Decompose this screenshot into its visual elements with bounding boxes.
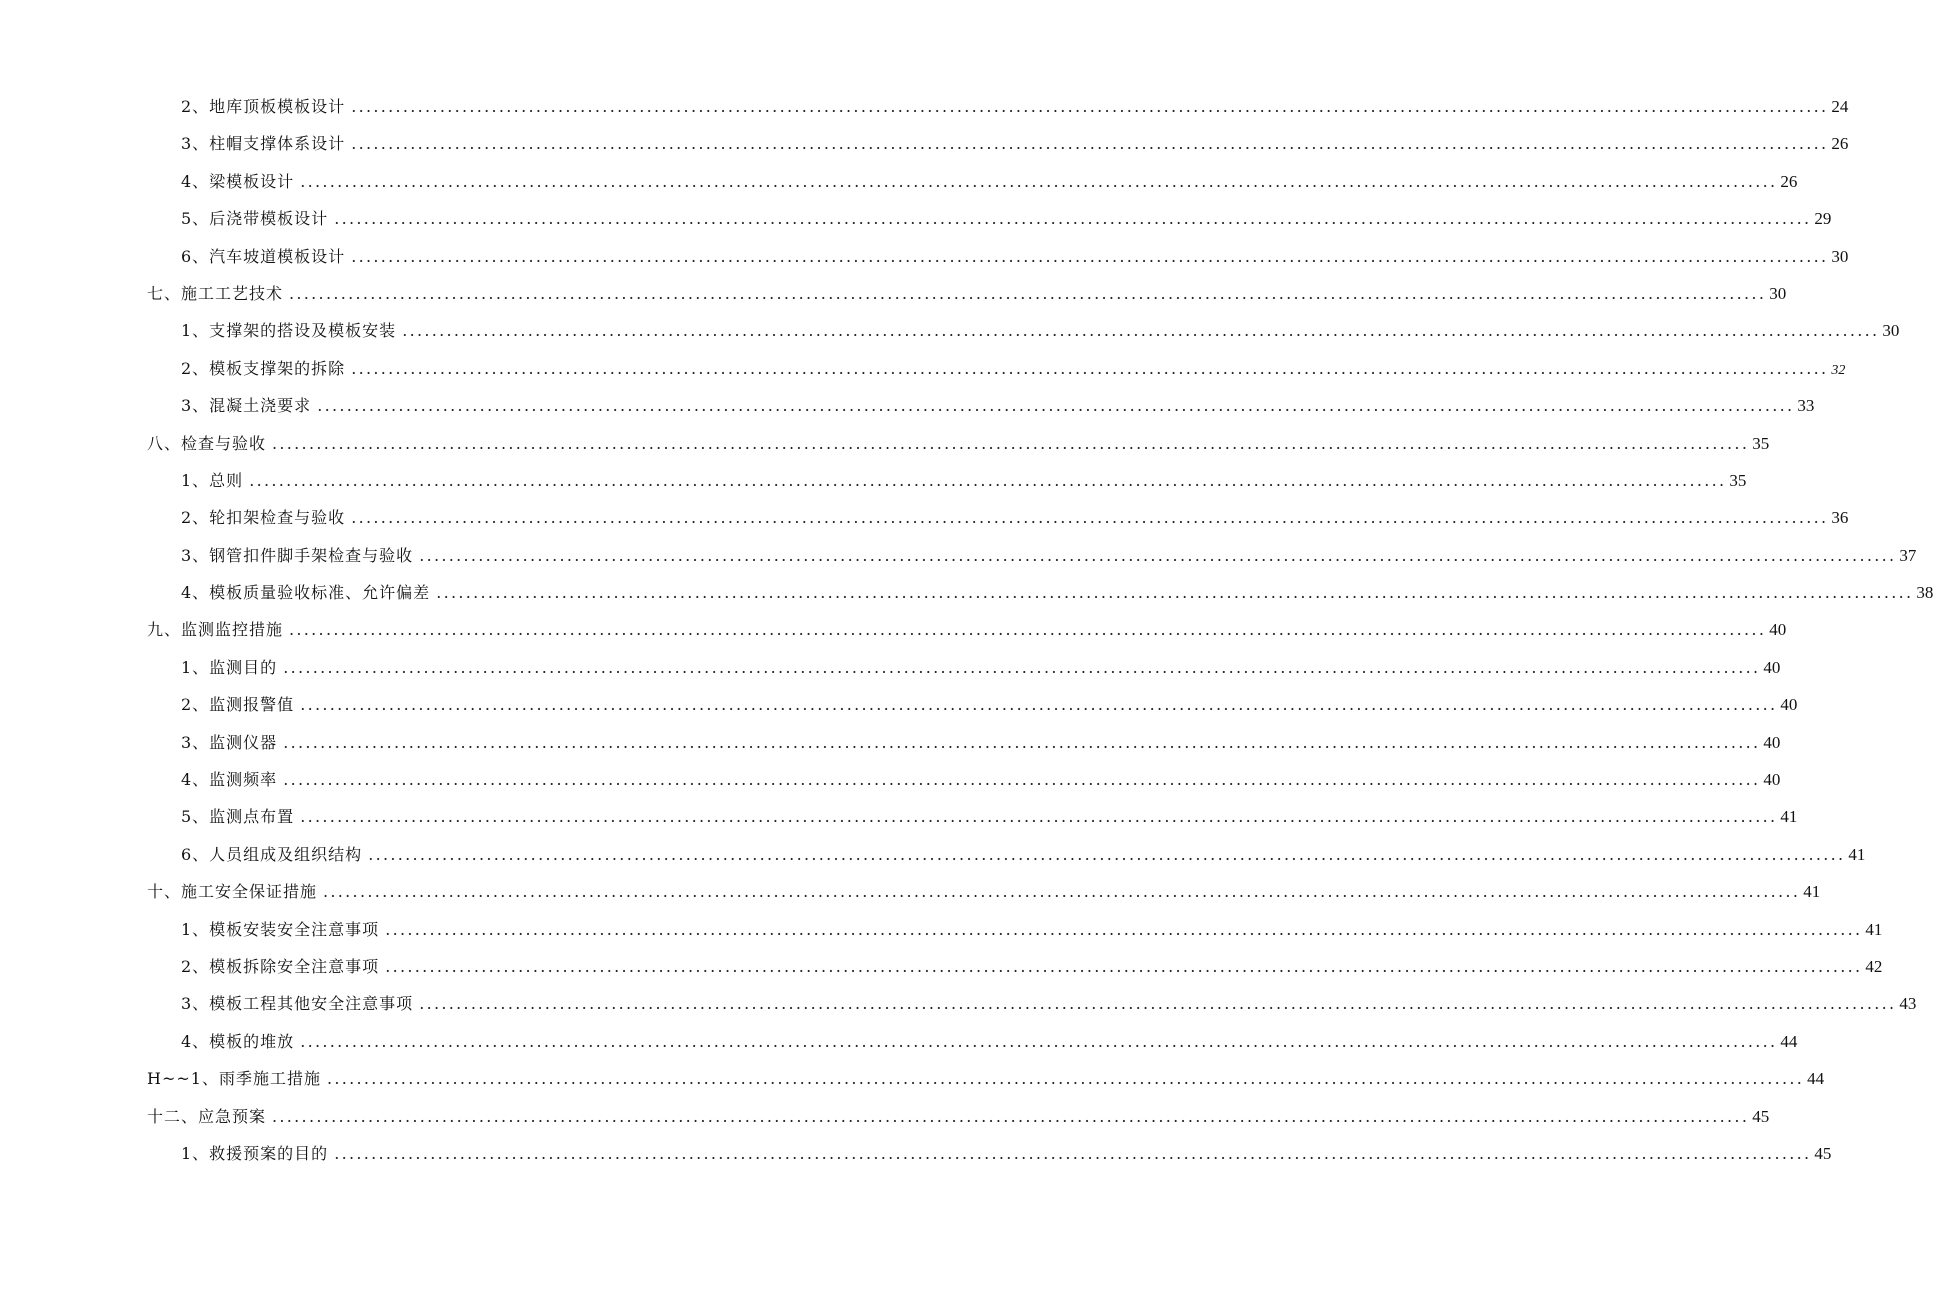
toc-entry-title: 4、监测频率 — [181, 770, 278, 790]
dot-leader: ........................................................................................................................................................................................................ — [419, 994, 1897, 1014]
toc-section-entry[interactable] — [0, 387, 1815, 424]
toc-entry-title: 2、模板拆除安全注意事项 — [181, 956, 380, 976]
dot-leader: ........................................................................................................................................................................................................ — [326, 1069, 1805, 1089]
dot-leader: ........................................................................................................................................................................................................ — [272, 1106, 1750, 1126]
toc-entry-page-number: 45 — [1752, 1106, 1770, 1126]
toc-entry-line — [181, 574, 1933, 611]
toc-entry-title: 2、监测报警值 — [181, 695, 295, 715]
toc-entry-title: 1、监测目的 — [181, 657, 278, 677]
toc-entry-page-number: 29 — [1814, 209, 1832, 229]
toc-entry-line — [181, 88, 1849, 125]
toc-entry-page-number: 40 — [1763, 770, 1781, 790]
toc-entry-line — [147, 1060, 1825, 1097]
toc-entry-line — [181, 1135, 1832, 1172]
dot-leader: ........................................................................................................................................................................................................ — [334, 1143, 1812, 1163]
toc-section-entry[interactable] — [0, 350, 1846, 387]
table-of-contents — [0, 88, 1933, 1172]
toc-section-entry[interactable] — [0, 200, 1832, 237]
toc-entry-title: 3、钢管扣件脚手架检查与验收 — [181, 545, 414, 565]
toc-entry-line — [181, 1023, 1798, 1060]
toc-section-entry[interactable] — [0, 836, 1866, 873]
toc-entry-title: 5、后浇带模板设计 — [181, 209, 329, 229]
toc-entry-page-number: 26 — [1780, 171, 1798, 191]
toc-section-entry[interactable] — [0, 985, 1917, 1022]
toc-entry-title: 3、监测仪器 — [181, 732, 278, 752]
toc-chapter-entry[interactable] — [0, 1060, 1825, 1097]
dot-leader: ........................................................................................................................................................................................................ — [419, 545, 1897, 565]
toc-entry-page-number: 30 — [1769, 283, 1787, 303]
toc-entry-title: 1、支撑架的搭设及模板安装 — [181, 321, 397, 341]
toc-entry-line — [147, 873, 1821, 910]
dot-leader: ........................................................................................................................................................................................................ — [368, 844, 1846, 864]
dot-leader: ........................................................................................................................................................................................................ — [300, 695, 1778, 715]
dot-leader: ........................................................................................................................................................................................................ — [272, 433, 1750, 453]
dot-leader: ........................................................................................................................................................................................................ — [402, 321, 1880, 341]
toc-entry-page-number: 32 — [1831, 362, 1846, 378]
toc-section-entry[interactable] — [0, 537, 1917, 574]
dot-leader: ........................................................................................................................................................................................................ — [249, 470, 1727, 490]
toc-entry-page-number: 36 — [1831, 508, 1849, 528]
toc-entry-line — [147, 425, 1770, 462]
toc-entry-line — [181, 537, 1917, 574]
toc-entry-line — [147, 275, 1787, 312]
toc-entry-title: 1、总则 — [181, 470, 244, 490]
toc-section-entry[interactable] — [0, 574, 1933, 611]
toc-entry-page-number: 40 — [1763, 732, 1781, 752]
toc-section-entry[interactable] — [0, 462, 1747, 499]
toc-section-entry[interactable] — [0, 948, 1883, 985]
dot-leader: ........................................................................................................................................................................................................ — [385, 919, 1863, 939]
dot-leader: ........................................................................................................................................................................................................ — [300, 1031, 1778, 1051]
toc-entry-line — [181, 462, 1747, 499]
toc-entry-line — [147, 611, 1787, 648]
toc-section-entry[interactable] — [0, 724, 1781, 761]
toc-section-entry[interactable] — [0, 649, 1781, 686]
toc-chapter-entry[interactable] — [0, 425, 1770, 462]
toc-section-entry[interactable] — [0, 238, 1849, 275]
toc-entry-page-number: 40 — [1780, 695, 1798, 715]
toc-entry-page-number: 30 — [1831, 246, 1849, 266]
toc-entry-page-number: 30 — [1882, 321, 1900, 341]
toc-entry-title: 4、模板的堆放 — [181, 1031, 295, 1051]
toc-chapter-entry[interactable] — [0, 275, 1787, 312]
dot-leader: ........................................................................................................................................................................................................ — [351, 358, 1829, 378]
toc-entry-page-number: 33 — [1797, 396, 1815, 416]
toc-entry-title: 3、混凝土浇要求 — [181, 396, 312, 416]
dot-leader: ........................................................................................................................................................................................................ — [300, 171, 1778, 191]
toc-entry-title: 七、施工工艺技术 — [147, 283, 284, 303]
toc-entry-page-number: 35 — [1752, 433, 1770, 453]
toc-entry-line — [181, 985, 1917, 1022]
toc-entry-title: 1、模板安装安全注意事项 — [181, 919, 380, 939]
toc-section-entry[interactable] — [0, 499, 1849, 536]
toc-entry-page-number: 26 — [1831, 134, 1849, 154]
toc-section-entry[interactable] — [0, 911, 1883, 948]
toc-entry-line — [147, 1098, 1770, 1135]
toc-section-entry[interactable] — [0, 686, 1798, 723]
toc-entry-page-number: 41 — [1848, 844, 1866, 864]
toc-entry-title: 4、梁模板设计 — [181, 171, 295, 191]
toc-entry-page-number: 41 — [1780, 807, 1798, 827]
toc-entry-title: 2、轮扣架检查与验收 — [181, 508, 346, 528]
toc-entry-title: 九、监测监控措施 — [147, 620, 284, 640]
dot-leader: ........................................................................................................................................................................................................ — [351, 134, 1829, 154]
toc-chapter-entry[interactable] — [0, 1098, 1770, 1135]
dot-leader: ........................................................................................................................................................................................................ — [436, 583, 1914, 603]
toc-entry-line — [181, 163, 1798, 200]
toc-entry-page-number: 41 — [1803, 882, 1821, 902]
toc-entry-title: 3、模板工程其他安全注意事项 — [181, 994, 414, 1014]
toc-entry-line — [181, 798, 1798, 835]
toc-entry-page-number: 43 — [1899, 994, 1917, 1014]
toc-entry-line — [181, 761, 1781, 798]
toc-entry-title: 2、模板支撑架的拆除 — [181, 358, 346, 378]
toc-entry-title: 2、地库顶板模板设计 — [181, 97, 346, 116]
toc-entry-page-number: 45 — [1814, 1143, 1832, 1163]
dot-leader: ........................................................................................................................................................................................................ — [351, 246, 1829, 266]
toc-entry-line — [181, 312, 1900, 349]
toc-chapter-entry[interactable] — [0, 873, 1821, 910]
toc-section-entry[interactable] — [0, 312, 1900, 349]
toc-entry-line — [181, 387, 1815, 424]
toc-section-entry[interactable] — [0, 163, 1798, 200]
dot-leader: ........................................................................................................................................................................................................ — [351, 97, 1829, 116]
toc-entry-line — [181, 200, 1832, 237]
dot-leader: ........................................................................................................................................................................................................ — [300, 807, 1778, 827]
toc-entry-page-number: 40 — [1769, 620, 1787, 640]
toc-entry-title: 6、汽车坡道模板设计 — [181, 246, 346, 266]
dot-leader: ........................................................................................................................................................................................................ — [351, 508, 1829, 528]
toc-entry-title: 3、柱帽支撑体系设计 — [181, 134, 346, 154]
toc-section-entry[interactable] — [0, 761, 1781, 798]
toc-entry-title: 八、检查与验收 — [147, 433, 267, 453]
toc-entry-title: H~~1、雨季施工措施 — [147, 1069, 321, 1089]
toc-entry-title: 十二、应急预案 — [147, 1106, 267, 1126]
toc-entry-page-number: 35 — [1729, 470, 1747, 490]
toc-entry-title: 5、监测点布置 — [181, 807, 295, 827]
dot-leader: ........................................................................................................................................................................................................ — [283, 770, 1761, 790]
toc-entry-page-number: 41 — [1865, 919, 1883, 939]
dot-leader: ........................................................................................................................................................................................................ — [283, 732, 1761, 752]
toc-entry-title: 4、模板质量验收标准、允许偏差 — [181, 583, 431, 603]
toc-entry-line — [181, 499, 1849, 536]
toc-entry-line — [181, 948, 1883, 985]
toc-entry-page-number: 38 — [1916, 583, 1933, 603]
toc-section-entry[interactable] — [0, 125, 1849, 162]
toc-entry-page-number: 44 — [1807, 1069, 1825, 1089]
toc-section-entry[interactable] — [0, 1135, 1832, 1172]
toc-entry-line — [181, 238, 1849, 275]
dot-leader: ........................................................................................................................................................................................................ — [289, 620, 1767, 640]
toc-entry-page-number: 37 — [1899, 545, 1917, 565]
dot-leader: ........................................................................................................................................................................................................ — [289, 283, 1767, 303]
toc-entry-title: 1、救援预案的目的 — [181, 1143, 329, 1163]
toc-entry-page-number: 44 — [1780, 1031, 1798, 1051]
toc-entry-page-number: 24 — [1831, 97, 1849, 116]
toc-entry-title: 十、施工安全保证措施 — [147, 882, 318, 902]
toc-entry-page-number: 42 — [1865, 956, 1883, 976]
toc-entry-line — [181, 911, 1883, 948]
toc-entry-line — [181, 686, 1798, 723]
toc-chapter-entry[interactable] — [0, 611, 1787, 648]
toc-entry-line — [181, 125, 1849, 162]
toc-section-entry[interactable] — [0, 88, 1849, 125]
toc-entry-line — [181, 724, 1781, 761]
dot-leader: ........................................................................................................................................................................................................ — [323, 882, 1801, 902]
dot-leader: ........................................................................................................................................................................................................ — [334, 209, 1812, 229]
toc-entry-line — [181, 836, 1866, 873]
toc-section-entry[interactable] — [0, 798, 1798, 835]
toc-entry-title: 6、人员组成及组织结构 — [181, 844, 363, 864]
toc-section-entry[interactable] — [0, 1023, 1798, 1060]
toc-entry-page-number: 40 — [1763, 657, 1781, 677]
toc-entry-line — [181, 649, 1781, 686]
dot-leader: ........................................................................................................................................................................................................ — [317, 396, 1795, 416]
dot-leader: ........................................................................................................................................................................................................ — [385, 956, 1863, 976]
toc-entry-line — [181, 350, 1846, 389]
dot-leader: ........................................................................................................................................................................................................ — [283, 657, 1761, 677]
